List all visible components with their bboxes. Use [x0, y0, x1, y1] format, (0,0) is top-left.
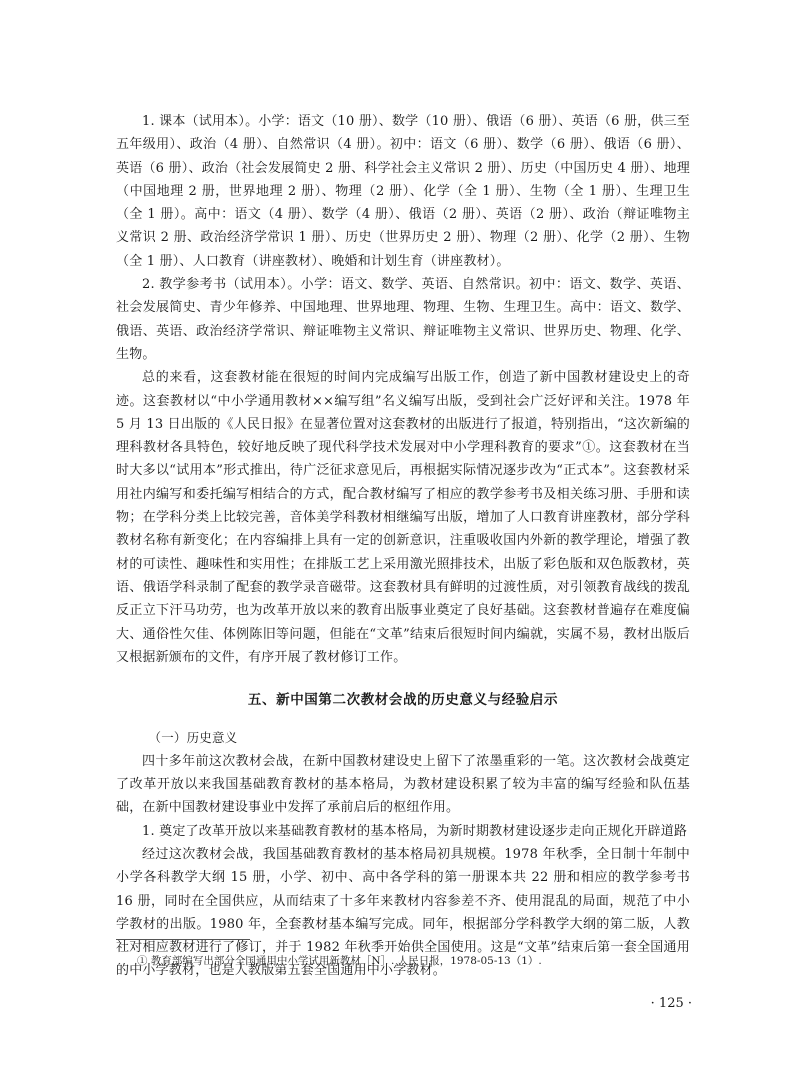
paragraph-significance-intro: 四十多年前这次教材会战，在新中国教材建设史上留下了浓墨重彩的一笔。这次教材会战奠定了改革开放以来我国基础教育教材的基本格局，为教材建设积累了较为丰富的编写经验和队伍基础，在新中国教材建设事业中发挥了承前启后的枢纽作用。: [116, 753, 690, 816]
page-number: · 125 ·: [650, 996, 692, 1011]
subheading-historical-significance: （一）历史意义: [148, 730, 238, 746]
sub-title-1: 1. 奠定了改革开放以来基础教育教材的基本格局，为新时期教材建设逐步走向正规化开辟道路: [142, 823, 688, 839]
footnote-divider: [116, 939, 250, 940]
paragraph-textbooks: 1. 课本（试用本）。小学：语文（10 册）、数学（10 册）、俄语（6 册）、英语（6 册，供三至五年级用）、政治（4 册）、自然常识（4 册）。初中：语文（6 册）、数学（6 册）、俄语（6 册）、英语（6 册）、政治（社会发展简史 2 册、科学社会主义常识 2 册）、历史（中国历史 4 册）、地理（中国地理 2 册，世界地理 2 册）、物理（2 册）、化学（全 1 册）、生物（全 1 册）、生理卫生（全 1 册）。高中：语文（4 册）、数学（4 册）、俄语（2 册）、英语（2 册）、政治（辩证唯物主义常识 2 册、政治经济学常识 1 册）、历史（世界历史 2 册）、物理（2 册）、化学（2 册）、生物（全 1 册）、人口教育（讲座教材）、晚婚和计划生育（讲座教材）。: [116, 114, 690, 269]
paragraph-summary: 总的来看，这套教材能在很短的时间内完成编写出版工作，创造了新中国教材建设史上的奇迹。这套教材以“中小学通用教材××编写组”名义编写出版，受到社会广泛好评和关注。1978 年 5 月 13 日出版的《人民日报》在显著位置对这套教材的出版进行了报道，特别指出，“这次新编的理科教材各具特色，较好地反映了现代科学技术发展对中小学理科教育的要求”①。这套教材在当时大多以“试用本”形式推出，待广泛征求意见后，再根据实际情况逐步改为“正式本”。这套教材采用社内编写和委托编写相结合的方式，配合教材编写了相应的教学参考书及相关练习册、手册和读物；在学科分类上比较完善，音体美学科教材相继编写出版，增加了人口教育讲座教材，部分学科教材名称有新变化；在内容编排上具有一定的创新意识，注重吸收国内外新的教学理论，增强了教材的可读性、趣味性和实用性；在排版工艺上采用激光照排技术，出版了彩色版和双色版教材，英语、俄语学科录制了配套的教学录音磁带。这套教材具有鲜明的过渡性质，对引领教育战线的拨乱反正立下汗马功劳，也为改革开放以来的教育出版事业奠定了良好基础。这套教材普遍存在难度偏大、通俗性欠佳、体例陈旧等问题，但能在“文革”结束后很短时间内编就，实属不易，教材出版后又根据新颁布的文件，有序开展了教材修订工作。: [116, 370, 690, 665]
body-text: [116, 110, 690, 983]
footnote: ① 教育部编写出部分全国通用中小学试用新教材［N］. 人民日报，1978-05-13（1）.: [137, 955, 542, 967]
section-heading: 五、新中国第二次教材会战的历史意义与经验启示: [247, 692, 559, 709]
paragraph-reference-books: 2. 教学参考书（试用本）。小学：语文、数学、英语、自然常识。初中：语文、数学、英语、社会发展简史、青少年修养、中国地理、世界地理、物理、生物、生理卫生。高中：语文、数学、俄语、英语、政治经济学常识、辩证唯物主义常识、辩证唯物主义常识、世界历史、物理、化学、生物。: [116, 277, 690, 362]
paragraph-basic-pattern: 经过这次教材会战，我国基础教育教材的基本格局初具规模。1978 年秋季，全日制十年制中小学各科教学大纲 15 册，小学、初中、高中各学科的第一册课本共 22 册和相应的教学参考书 16 册，同时在全国供应，从而结束了十多年来教材内容参差不齐、使用混乱的局面，规范了中小学教材的出版。1980 年，全套教材基本编写完成。同年，根据部分学科教学大纲的第二版，人教社对相应教材进行了修订，并于 1982 年秋季开始供全国使用。这是“文革”结束后第一套全国通用的中小学教材，也是人教版第五套全国通用中小学教材。: [116, 846, 690, 979]
